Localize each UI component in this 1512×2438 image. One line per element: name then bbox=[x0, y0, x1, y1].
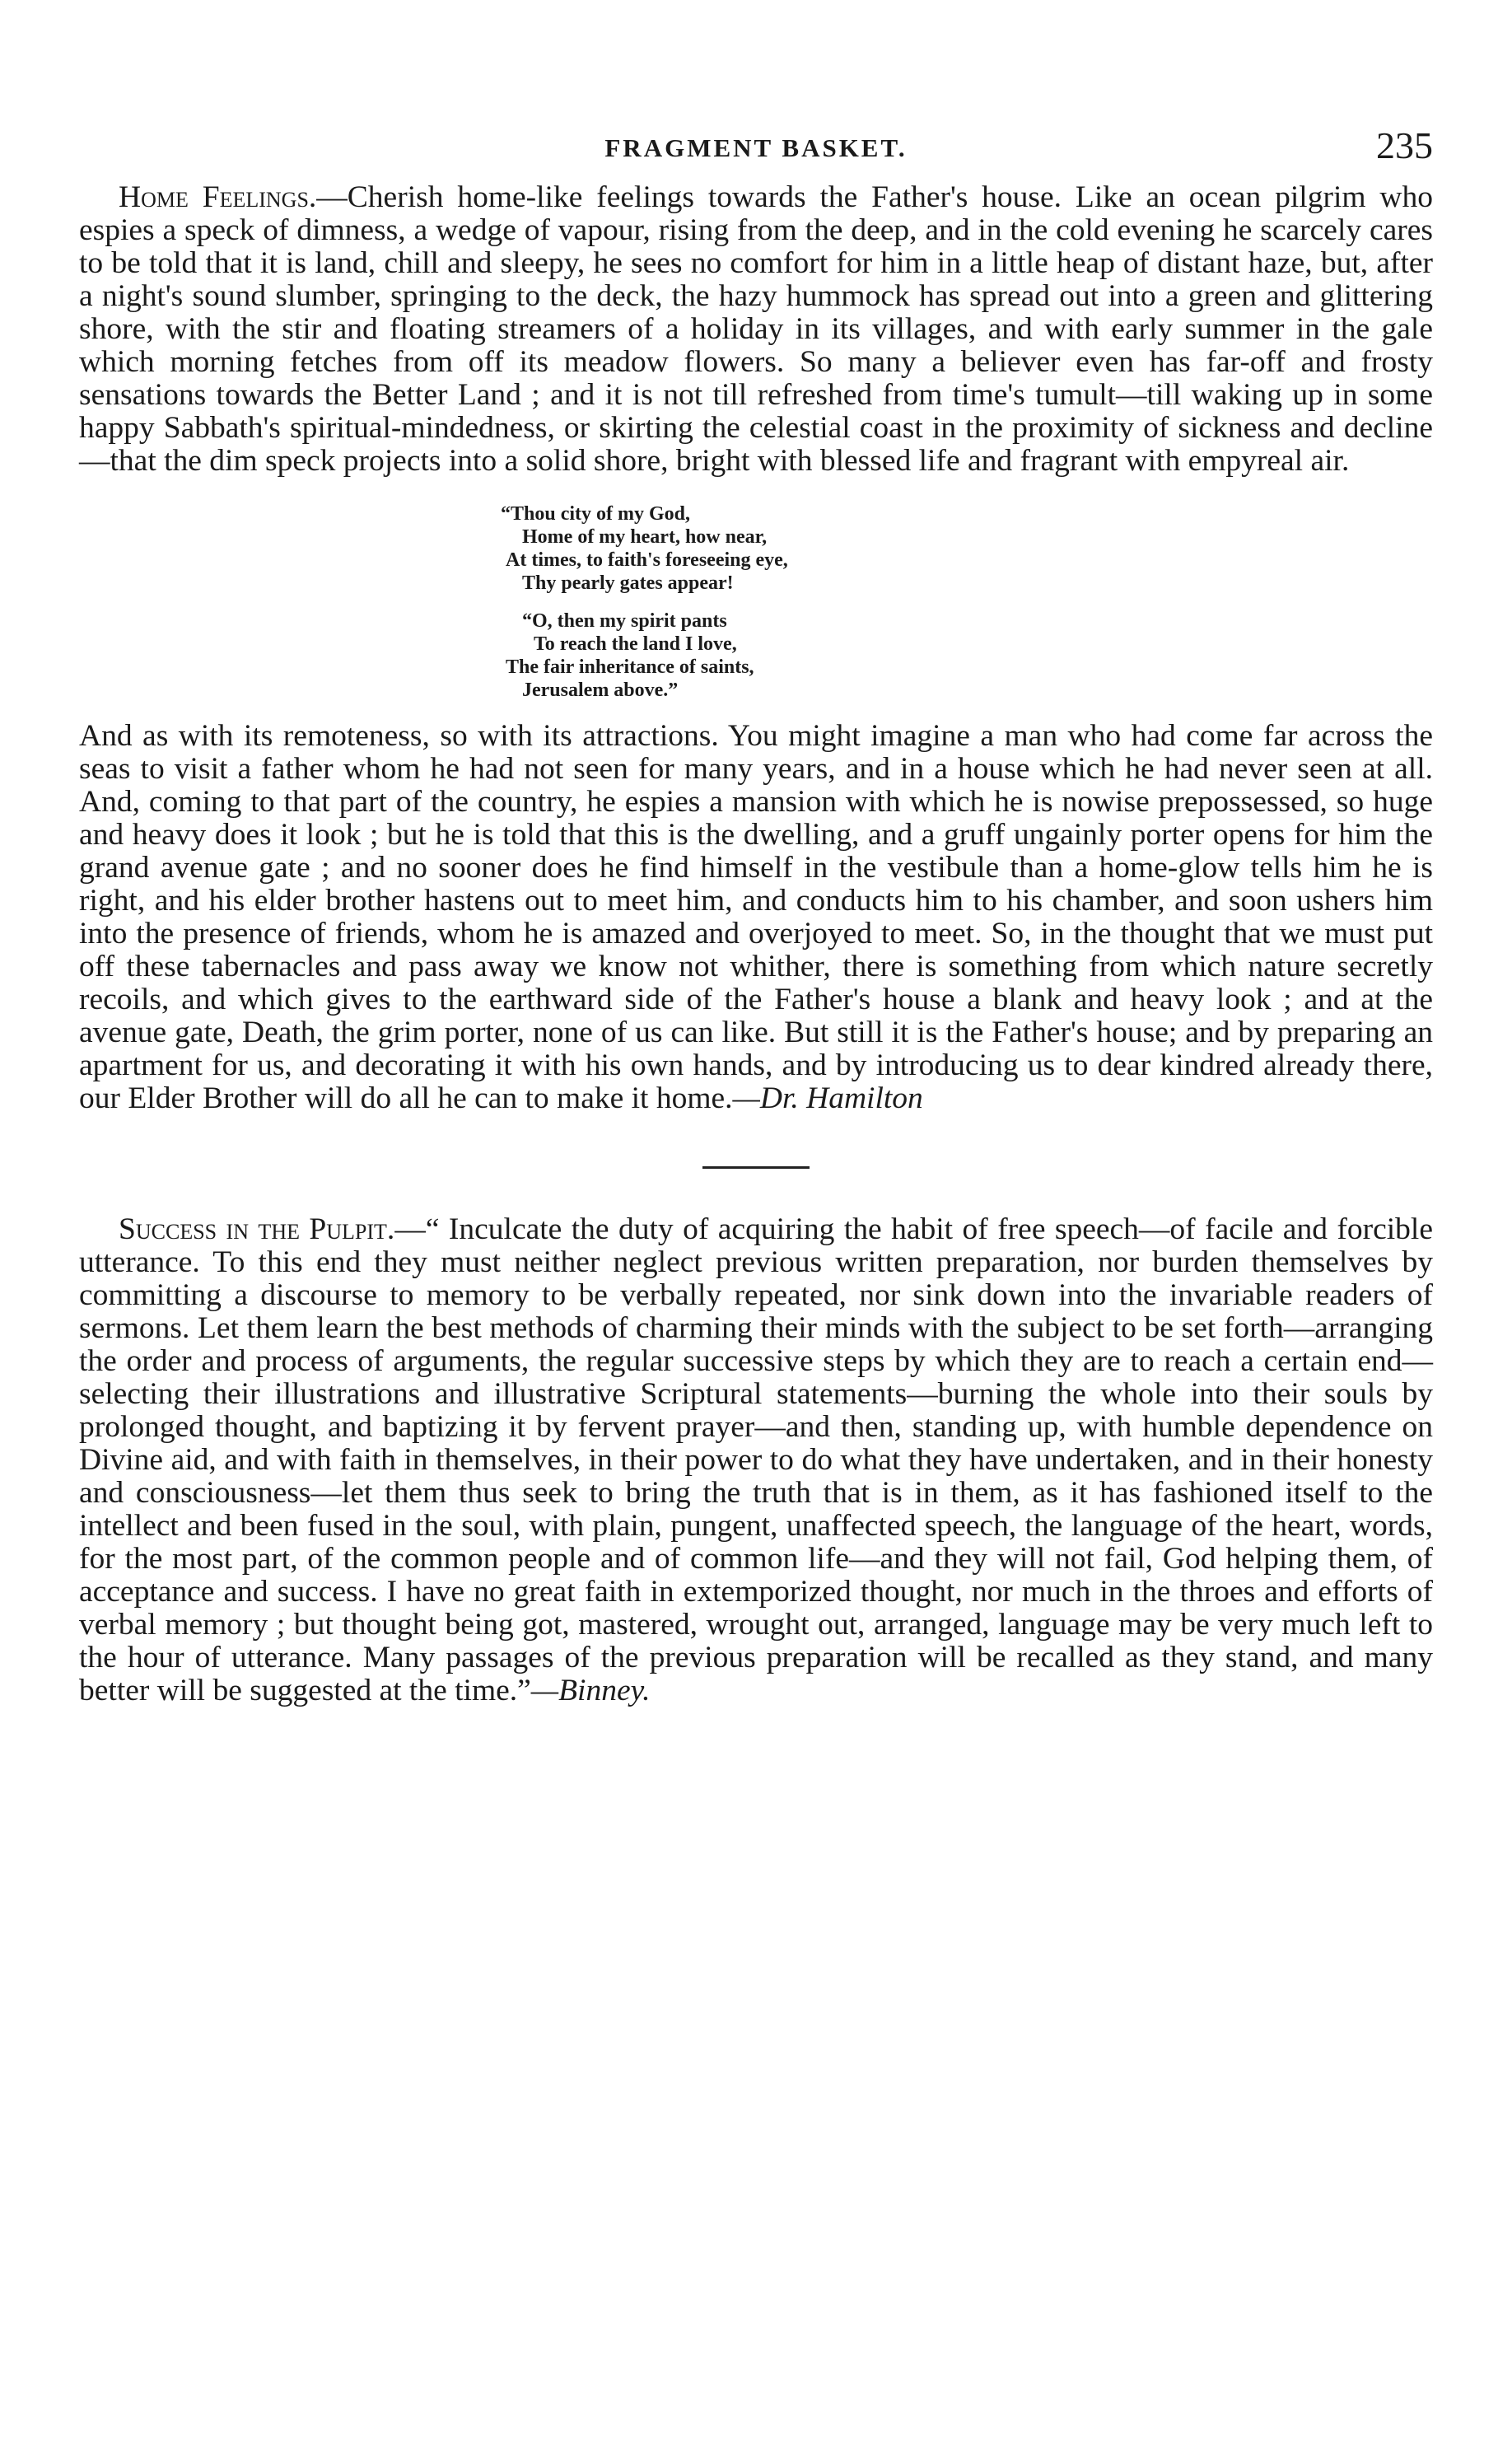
hymn-line: Thy pearly gates appear! bbox=[522, 572, 734, 594]
continuation-text: And as with its remoteness, so with its attractions. You might imagine a man who had come far across the seas to visit a father whom he had not seen for many years, and in a house which he had never seen at all. And, coming to that part of the country, he espies a mansion with which he is nowise prepossessed, so huge and heavy does it look ; but he is told that this is the dwelling, and a gruff ungainly porter opens for him the grand avenue gate ; and no sooner does he find himself in the vestibule than a home-glow tells him he is right, and his elder brother hastens out to meet him, and conducts him to his chamber, and soon ushers him into the presence of friends, whom he is amazed and overjoyed to meet. So, in the thought that we must put off these tabernacles and pass away we know not whither, there is something from which nature secretly recoils, and which gives to the earthward side of the Father's house a blank and heavy look ; and at the avenue gate, Death, the grim porter, none of us can like. But still it is the Father's house; and by preparing an apartment for us, and decorating it with his own hands, and by introducing us to dear kindred already there, our Elder Brother will do all he can to make it home. bbox=[79, 719, 1433, 1115]
home-feelings-heading: Home Feelings. bbox=[119, 180, 317, 214]
success-pulpit-paragraph bbox=[79, 1213, 1433, 1707]
hymn-stanza-1 bbox=[501, 502, 1433, 595]
hymn-line: At times, to faith's foreseeing eye, bbox=[506, 549, 788, 571]
page-number: 235 bbox=[1376, 124, 1433, 166]
success-pulpit-heading: Success in the Pulpit. bbox=[119, 1212, 395, 1246]
home-feelings-continuation bbox=[79, 720, 1433, 1115]
home-feelings-paragraph bbox=[79, 181, 1433, 478]
section-divider bbox=[702, 1166, 810, 1169]
page-header bbox=[79, 124, 1433, 181]
hamilton-attribution: —Dr. Hamilton bbox=[732, 1081, 923, 1115]
page bbox=[79, 124, 1433, 1707]
home-feelings-text: —Cherish home-like feelings towards the Father's house. Like an ocean pilgrim who espies a speck of dimness, a wedge of vapour, rising from the deep, and in the cold evening he scarcely cares to be told that it is land, chill and sleepy, he sees no comfort for him in a little heap of distant haze, but, after a night's sound slumber, springing to the deck, the hazy hummock has spread out into a green and glittering shore, with the stir and floating streamers of a holiday in its villages, and with early summer in the gale which morning fetches from off its meadow flowers. So many a believer even has far-off and frosty sensations towards the Better Land ; and it is not till refreshed from time's tumult—till waking up in some happy Sabbath's spiritual-mindedness, or skirting the celestial coast in the proximity of sickness and decline—that the dim speck projects into a solid shore, bright with blessed life and fragrant with empyreal air. bbox=[79, 180, 1433, 478]
success-pulpit-text: —“ Inculcate the duty of acquiring the habit of free speech—of facile and forcible utterance. To this end they must neither neglect previous written preparation, nor burden themselves by committing a discourse to memory to be verbally repeated, nor sink down into the invariable readers of sermons. Let them learn the best methods of charming their minds with the subject to be set forth—arranging the order and process of arguments, the regular successive steps by which they are to reach a certain end—selecting their illustrations and illustrative Scriptural statements—burning the whole into their souls by prolonged thought, and baptizing it by fervent prayer—and then, standing up, with humble dependence on Divine aid, and with faith in themselves, in their power to do what they have undertaken, and in their honesty and consciousness—let them thus seek to bring the truth that is in them, as it has fashioned itself to the intellect and been fused in the soul, with plain, pungent, unaffected speech, the language of the heart, words, for the most part, of the common people and of common life—and they will not fail, God helping them, of acceptance and success. I have no great faith in extemporized thought, nor much in the throes and efforts of verbal memory ; but thought being got, mastered, wrought out, arranged, language may be very much left to the hour of utterance. Many passages of the previous preparation will be recalled as they stand, and many better will be suggested at the time.” bbox=[79, 1212, 1433, 1707]
hymn-line: The fair inheritance of saints, bbox=[506, 656, 754, 678]
running-title: FRAGMENT BASKET. bbox=[604, 133, 908, 162]
hymn-stanza-2 bbox=[501, 610, 1433, 702]
hymn-line: “O, then my spirit pants bbox=[522, 610, 727, 632]
binney-attribution: —Binney. bbox=[530, 1674, 651, 1707]
hymn-line: Jerusalem above.” bbox=[522, 680, 679, 701]
hymn-line: To reach the land I love, bbox=[534, 633, 737, 655]
hymn-line: “Thou city of my God, bbox=[501, 503, 691, 525]
hymn-quote bbox=[79, 502, 1433, 702]
hymn-line: Home of my heart, how near, bbox=[522, 526, 768, 548]
